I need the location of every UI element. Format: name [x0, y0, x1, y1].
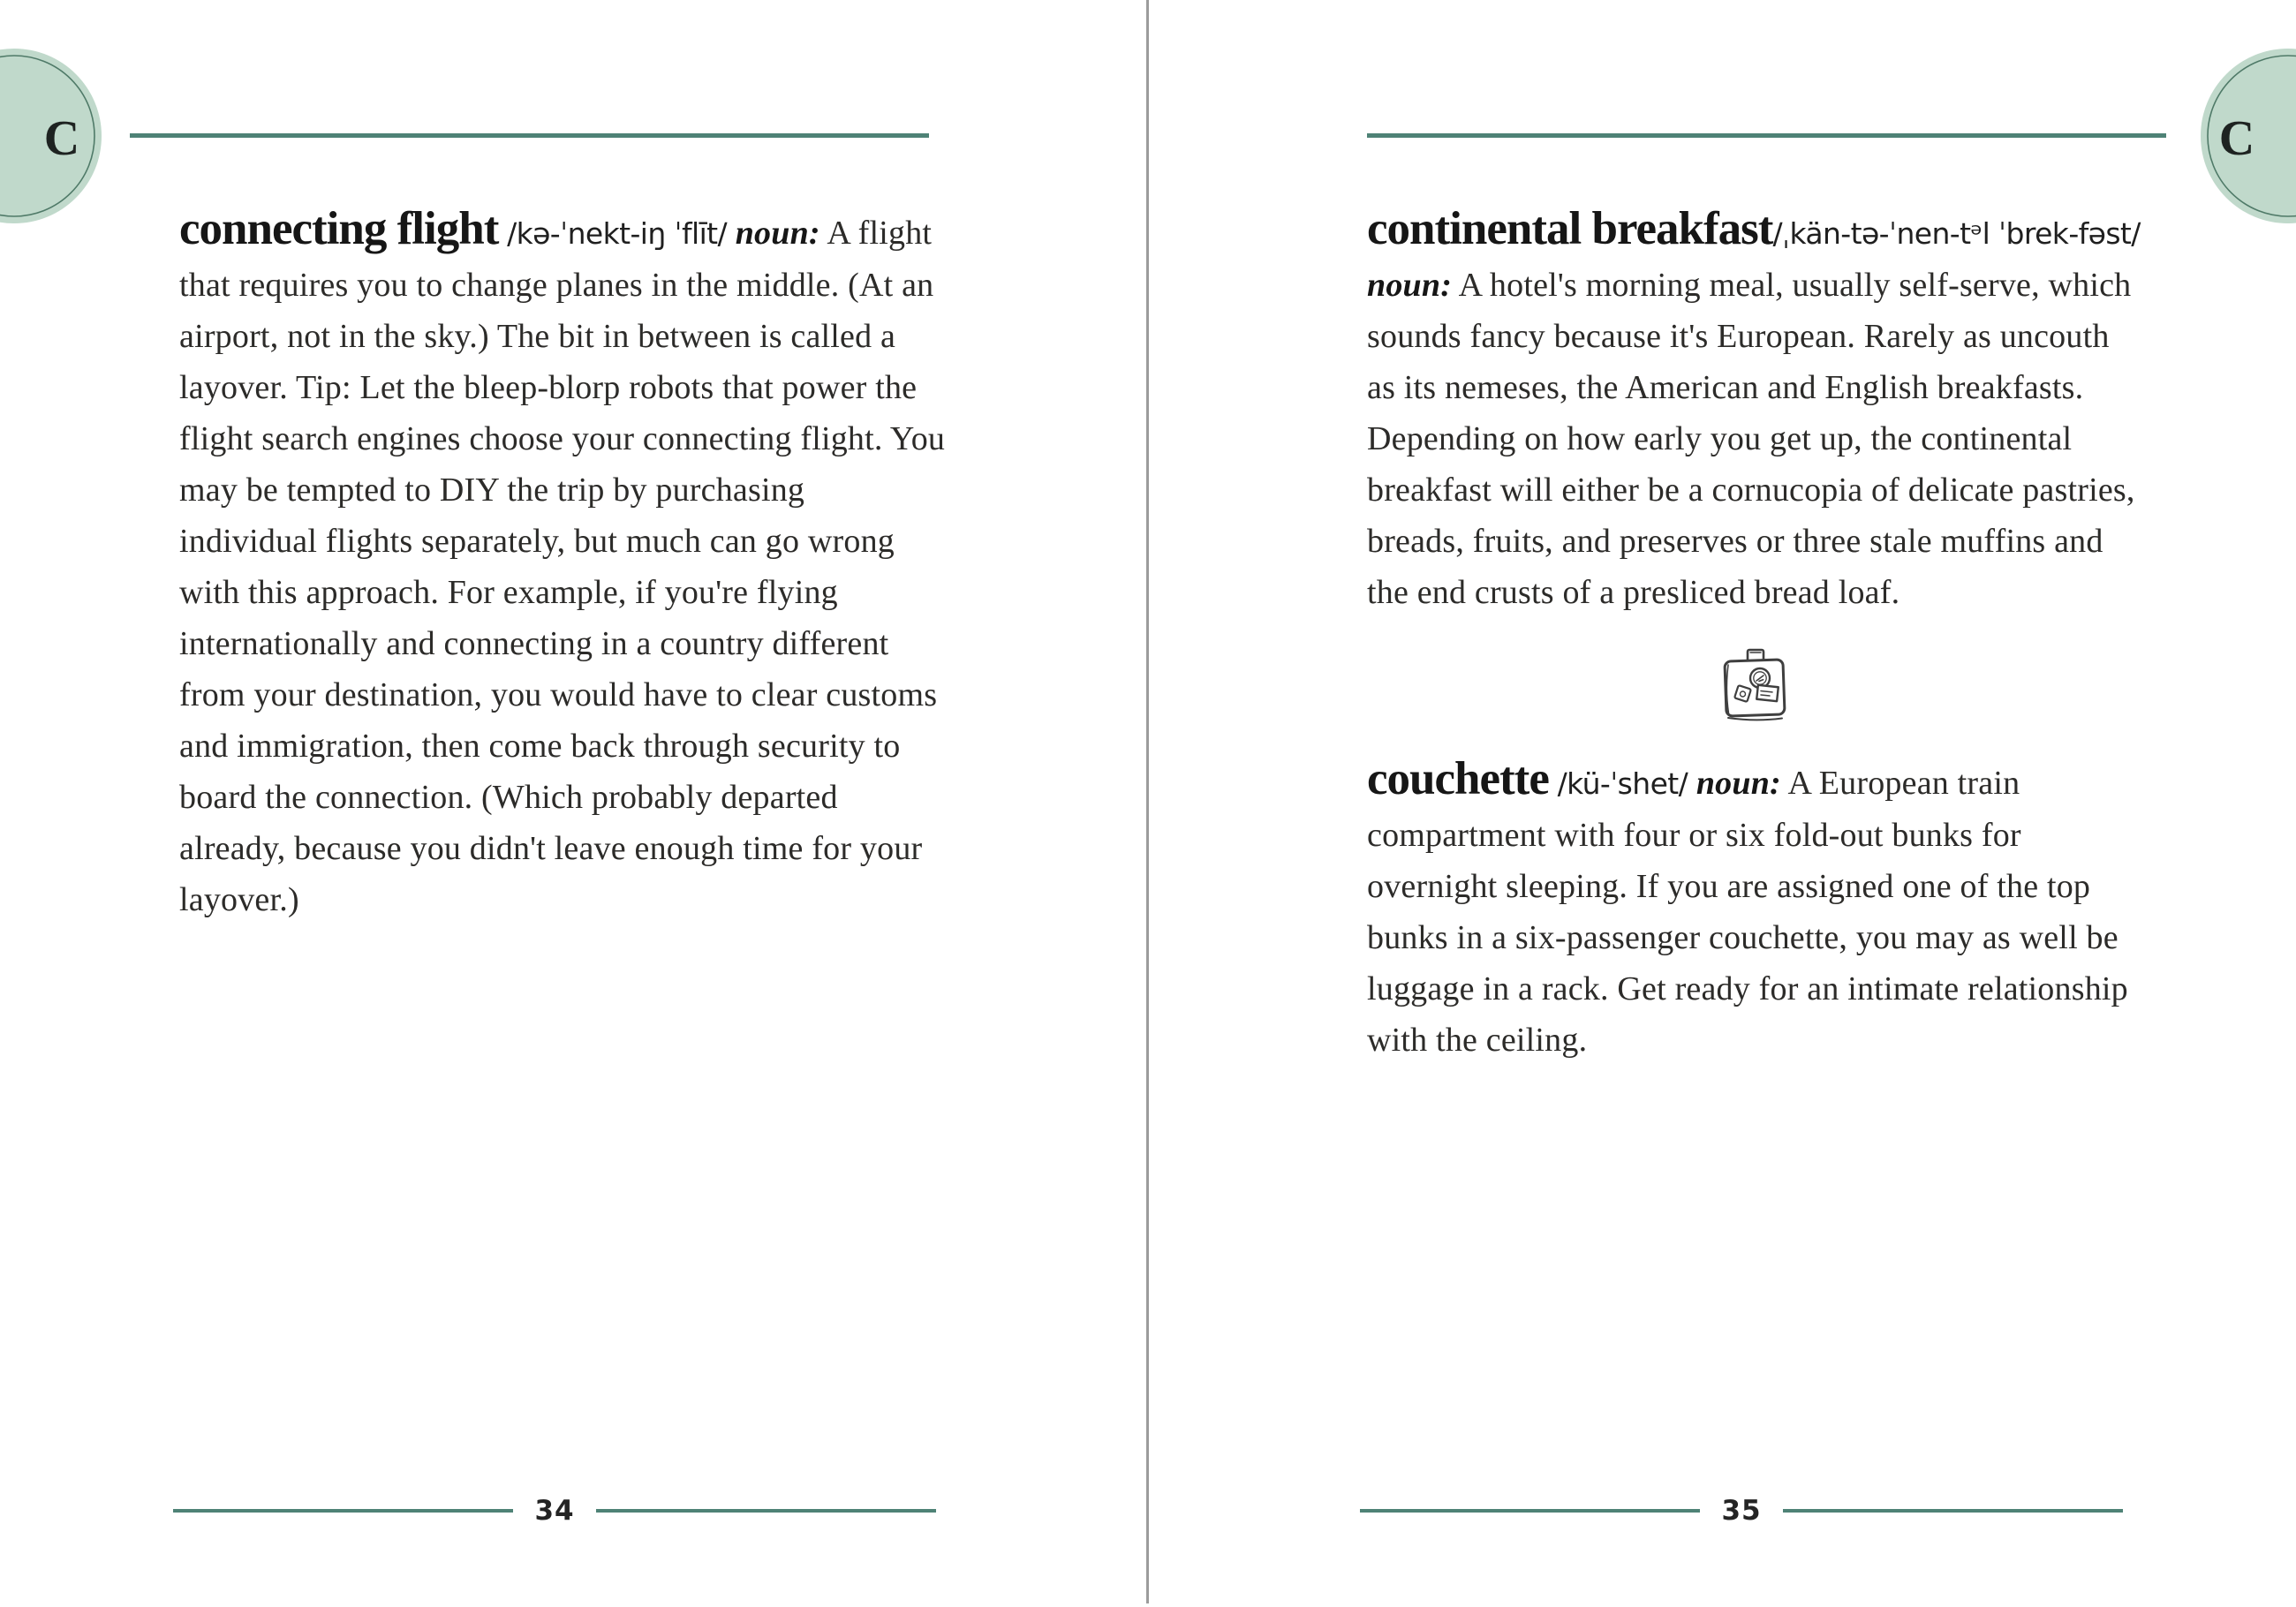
- top-rule: [1367, 133, 2166, 138]
- entry-continental-breakfast: [1367, 203, 2144, 618]
- part-of-speech: noun:: [1696, 765, 1781, 802]
- headword: couchette: [1367, 753, 1549, 804]
- section-letter: C: [2218, 111, 2255, 166]
- footer-rule-right: [596, 1509, 936, 1513]
- pronunciation: /ˌkän-tə-ˈnen-tᵊl ˈbrek-fəst/: [1772, 216, 2141, 251]
- part-of-speech: noun:: [1367, 267, 1453, 304]
- footer-rule-left: [1360, 1509, 1700, 1513]
- headword: continental breakfast: [1367, 203, 1773, 254]
- page-footer: [173, 1493, 936, 1528]
- entry-divider-illustration: [1367, 641, 2144, 725]
- headword: connecting flight: [179, 203, 499, 254]
- top-rule: [130, 133, 929, 138]
- page-gutter-divider: [1146, 0, 1149, 1603]
- definition: A European train compartment with four or six fold-out bunks for overnight sleeping. If you are assigned one of the top bunks in a six-passenger couchette, you may as well be luggage in a rack. Get ready for an intimate relationship with the ceiling.: [1367, 765, 2128, 1059]
- section-tab-left: [0, 47, 104, 227]
- right-text-column: [1367, 203, 2144, 1066]
- entry-couchette: [1367, 753, 2144, 1066]
- suitcase-icon: [1711, 641, 1800, 725]
- page-number: 34: [534, 1495, 575, 1527]
- footer-rule-right: [1783, 1509, 2123, 1513]
- definition: A hotel's morning meal, usually self-serve, which sounds fancy because it's European. Rarely as uncouth as its nemeses, the American and English breakfasts. Depending on how early you get up, the continental breakfast will either be a cornucopia of delicate pastries, breads, fruits, and preserves or three stale muffins and the end crusts of a presliced bread loaf.: [1367, 267, 2135, 611]
- section-letter: C: [43, 111, 80, 166]
- section-tab-right: [2198, 47, 2296, 227]
- page-footer: [1360, 1493, 2123, 1528]
- pronunciation: /kü-ˈshet/: [1557, 766, 1688, 801]
- page-number: 35: [1721, 1495, 1762, 1527]
- part-of-speech: noun:: [735, 215, 820, 252]
- definition: A flight that requires you to change planes in the middle. (At an airport, not in the sky.) The bit in between is called a layover. Tip: Let the bleep-blorp robots that power the flight search engines choose your connecting flight. You may be tempted to DIY the trip by purchasing individual flights separately, but much can go wrong with this approach. For example, if you're flying internationally and connecting in a country different from your destination, you would have to clear customs and immigration, then come back through security to board the connection. (Which probably departed already, because you didn't leave enough time for your layover.): [179, 215, 946, 918]
- left-text-column: [179, 203, 946, 925]
- page-right: [1148, 0, 2296, 1607]
- footer-rule-left: [173, 1509, 513, 1513]
- entry-connecting-flight: [179, 203, 946, 925]
- pronunciation: /kə-ˈnekt-iŋ ˈflīt/: [507, 216, 728, 251]
